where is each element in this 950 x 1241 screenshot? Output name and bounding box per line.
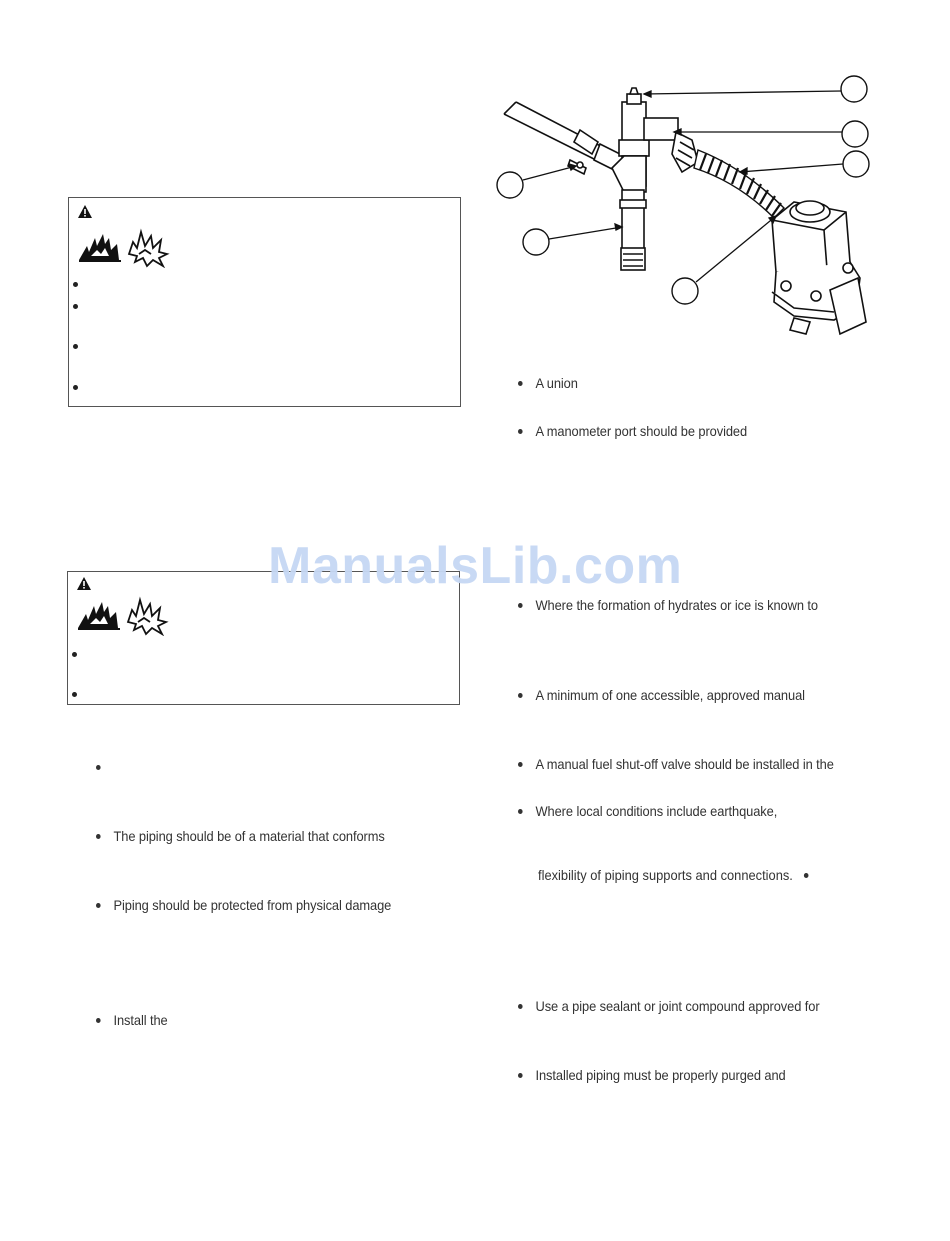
list-item <box>518 1067 786 1083</box>
continuation-line <box>538 867 809 883</box>
warning-bullet <box>73 282 78 287</box>
warning-bullet <box>73 385 78 390</box>
warning-triangle-icon <box>78 205 92 218</box>
continuation-text: flexibility of piping supports and connections. <box>538 867 793 883</box>
list-item-text: Use a pipe sealant or joint compound approved for <box>535 998 820 1014</box>
list-item <box>518 597 818 613</box>
bullet-dot <box>96 834 101 839</box>
list-item <box>96 759 113 775</box>
list-item-text: The piping should be of a material that conforms <box>113 828 385 844</box>
warning-bullet <box>73 304 78 309</box>
list-item <box>518 756 834 772</box>
fire-explosion-hazard-icons <box>76 592 172 636</box>
warning-box-fire-explosion-1 <box>68 197 461 407</box>
fire-hazard-icon <box>79 234 121 262</box>
fire-hazard-icon <box>78 602 120 630</box>
list-item-text: A union <box>535 375 578 391</box>
bullet-dot <box>518 1073 523 1078</box>
watermark: ManualsLib.com <box>268 537 683 595</box>
list-item <box>518 803 777 819</box>
warning-triangle-icon <box>77 577 91 590</box>
bullet-dot <box>518 381 523 386</box>
list-item <box>96 897 391 913</box>
list-item-text: Install the <box>113 1012 168 1028</box>
list-item-text: A manual fuel shut-off valve should be installed in the <box>535 756 834 772</box>
list-item <box>96 828 385 844</box>
gas-piping-diagram <box>494 72 884 352</box>
bullet-dot <box>96 765 101 770</box>
list-item <box>518 423 747 439</box>
list-item-text: Where local conditions include earthquake, <box>535 803 778 819</box>
bullet-dot <box>518 693 523 698</box>
bullet-dot <box>96 1018 101 1023</box>
list-item <box>518 998 820 1014</box>
list-item-text: A minimum of one accessible, approved manual <box>535 687 805 703</box>
bullet-dot <box>804 873 809 878</box>
list-item <box>518 687 805 703</box>
warning-bullet <box>72 692 77 697</box>
list-item-text: Where the formation of hydrates or ice is known to <box>535 597 818 613</box>
fire-explosion-hazard-icons <box>77 224 173 268</box>
bullet-dot <box>518 1004 523 1009</box>
list-item <box>96 1012 168 1028</box>
list-item-text: Piping should be protected from physical damage <box>113 897 392 913</box>
bullet-dot <box>518 762 523 767</box>
list-item-text: Installed piping must be properly purged and <box>535 1067 786 1083</box>
bullet-dot <box>518 809 523 814</box>
bullet-dot <box>518 429 523 434</box>
bullet-dot <box>96 903 101 908</box>
explosion-hazard-icon <box>129 232 167 266</box>
warning-bullet <box>73 344 78 349</box>
list-item <box>518 375 578 391</box>
explosion-hazard-icon <box>128 600 166 634</box>
list-item-text: A manometer port should be provided <box>535 423 748 439</box>
warning-bullet <box>72 652 77 657</box>
bullet-dot <box>518 603 523 608</box>
